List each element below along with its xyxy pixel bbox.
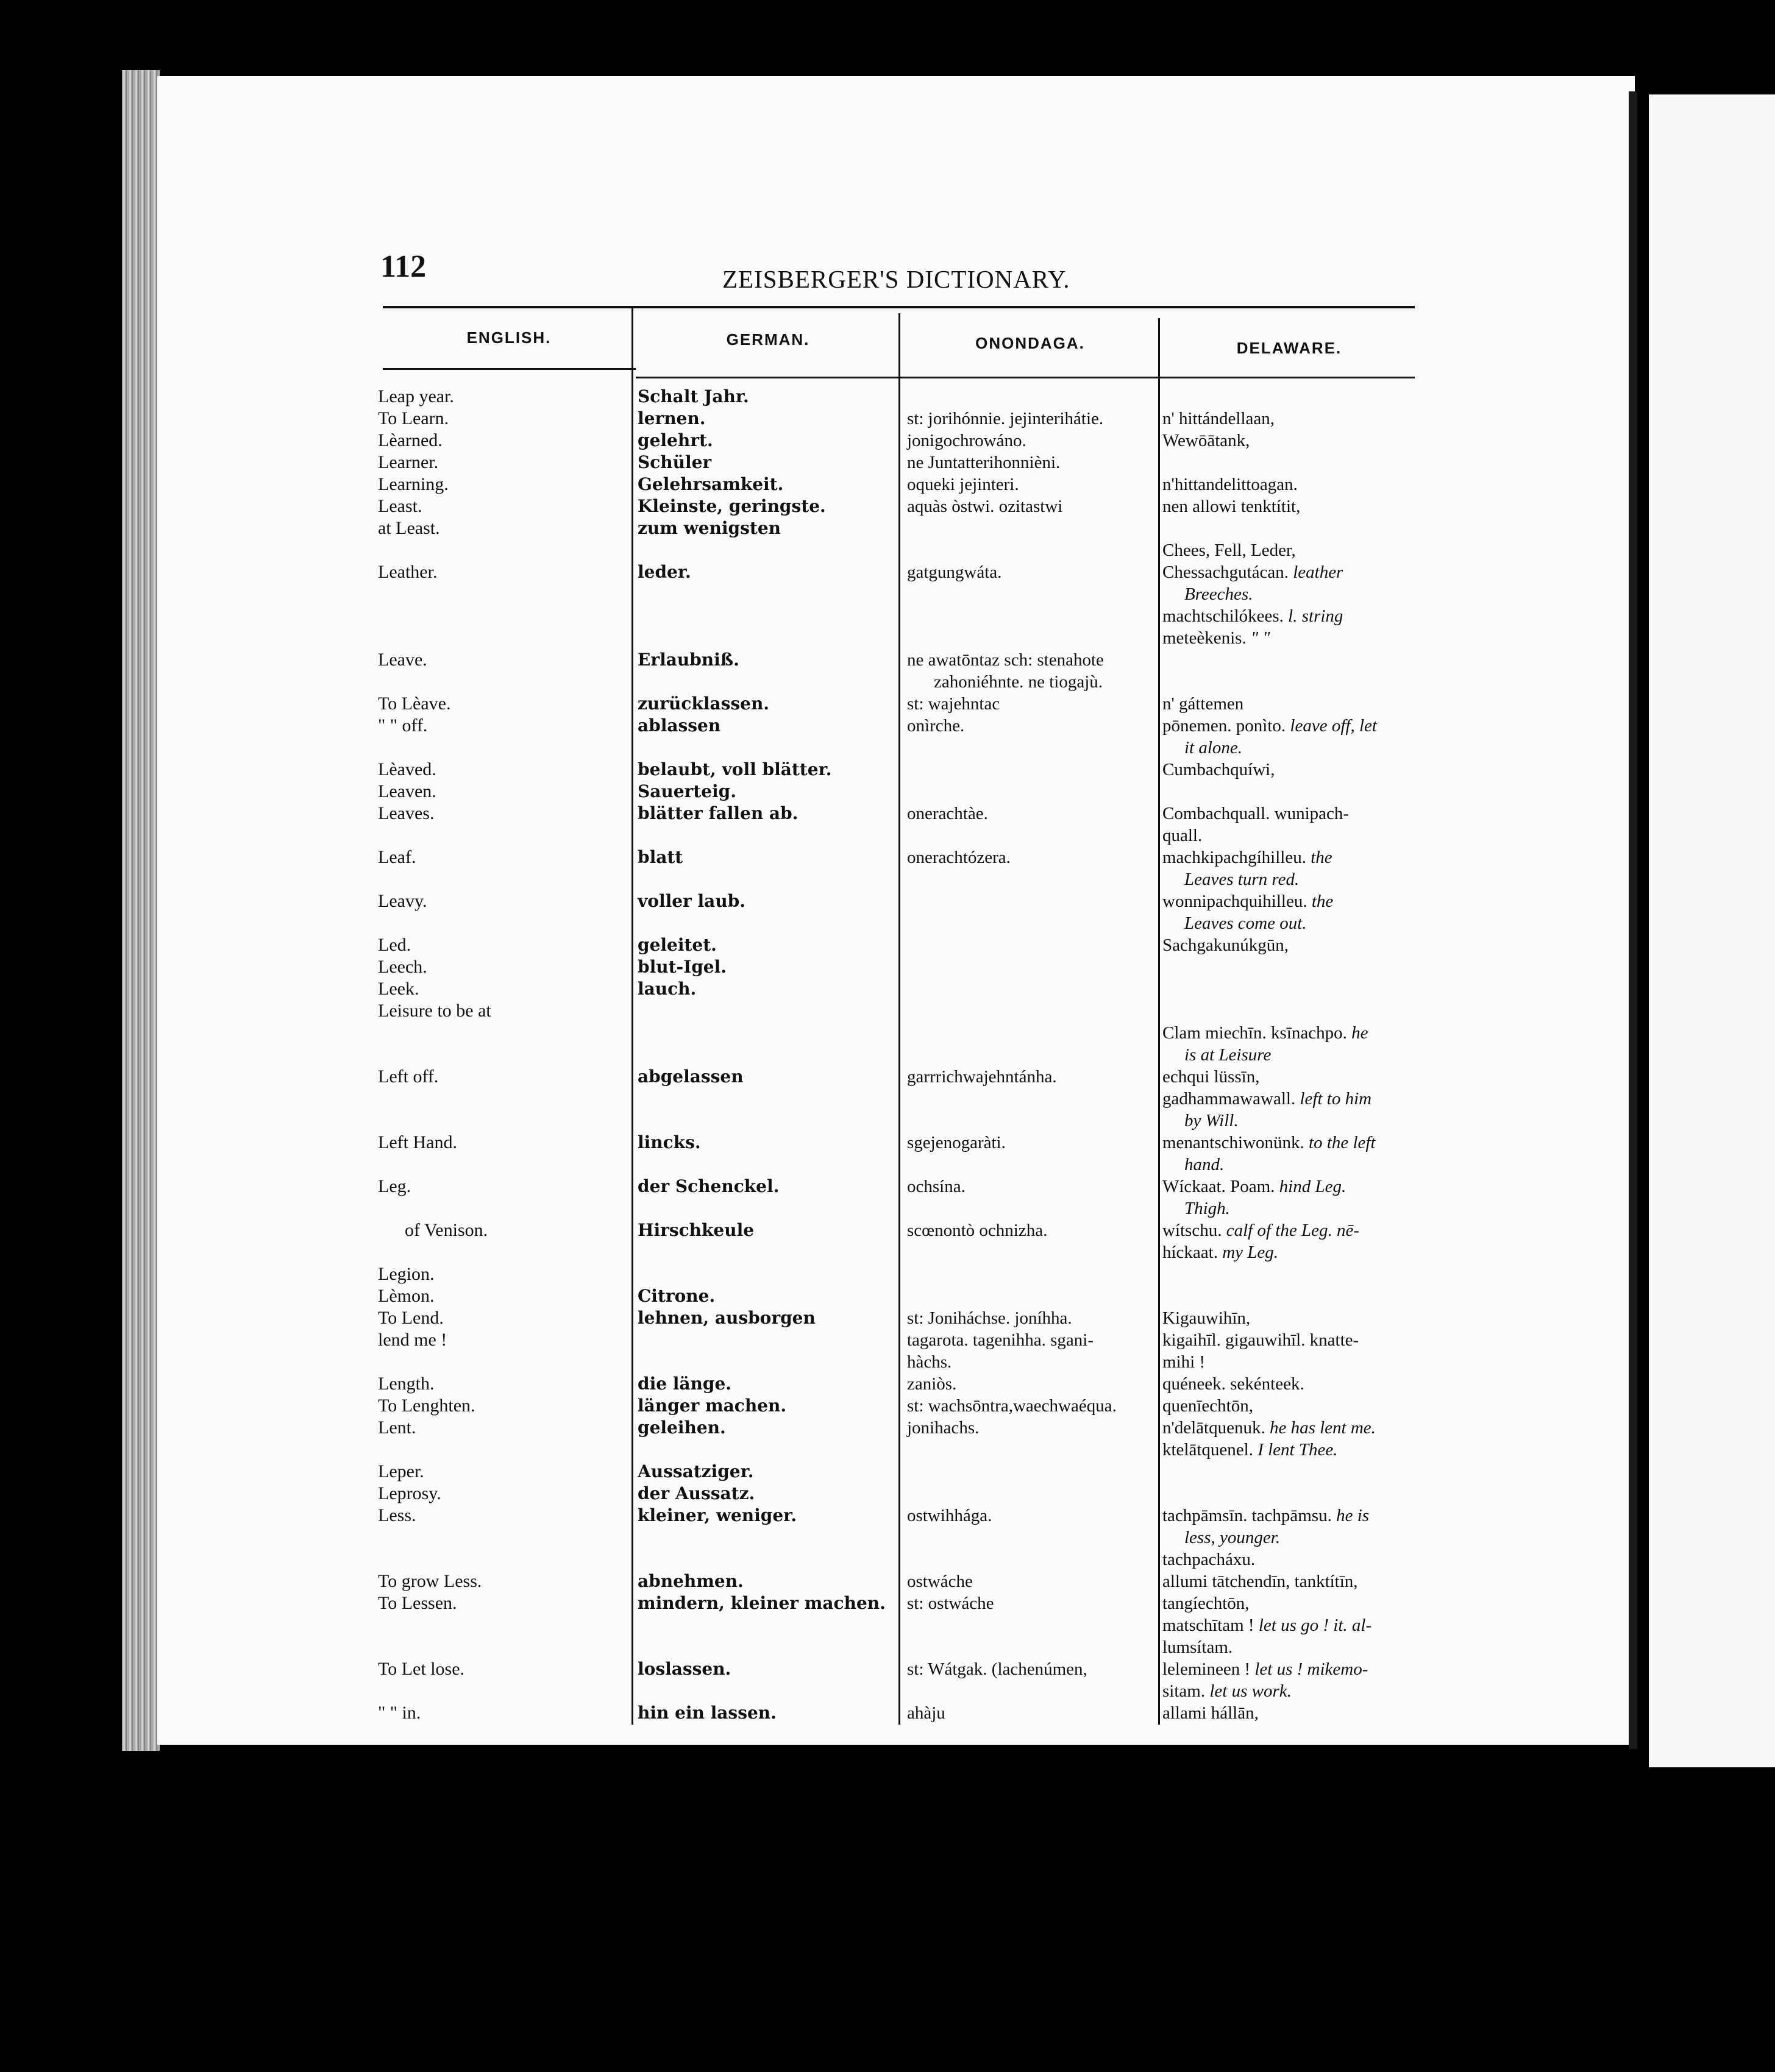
delaware-word: n'hittandelittoagan. (1162, 475, 1298, 494)
table-row (0, 1702, 1775, 1723)
table-row (0, 671, 1775, 692)
delaware-entry (1162, 934, 1289, 956)
german-entry: blätter fallen ab. (638, 803, 799, 823)
table-row (0, 956, 1775, 977)
table-row (0, 1241, 1775, 1262)
german-entry: Aussatziger. (638, 1461, 754, 1481)
delaware-entry (1162, 1219, 1359, 1241)
english-entry: Legion. (378, 1264, 435, 1284)
german-entry: geleihen. (638, 1417, 726, 1438)
table-row (0, 627, 1775, 648)
delaware-gloss: Thigh. (1184, 1199, 1230, 1218)
german-entry: leder. (638, 562, 691, 582)
onondaga-entry: garrrichwajehntánha. (907, 1067, 1057, 1087)
table-row (0, 868, 1775, 889)
book-spine (1629, 91, 1637, 1749)
delaware-entry (1162, 1395, 1253, 1417)
english-entry: Led. (378, 935, 411, 955)
delaware-entry (1162, 408, 1275, 430)
delaware-word: tachpacháxu. (1162, 1550, 1256, 1569)
delaware-gloss: Leaves turn red. (1184, 870, 1300, 889)
delaware-gloss: less, younger. (1184, 1528, 1281, 1547)
german-entry: Schüler (638, 452, 712, 472)
delaware-word: n' hittándellaan, (1162, 409, 1275, 428)
english-entry: Lèarned. (378, 430, 443, 450)
english-entry: Leaf. (378, 847, 416, 867)
german-entry: Hirschkeule (638, 1220, 755, 1240)
table-row (0, 539, 1775, 560)
delaware-entry (1162, 1570, 1358, 1592)
table-row (0, 1263, 1775, 1284)
onondaga-entry: ostwihhága. (907, 1506, 992, 1525)
onondaga-entry: oqueki jejinteri. (907, 475, 1019, 494)
delaware-gloss: he is (1336, 1506, 1370, 1525)
delaware-gloss: he has lent me. (1269, 1418, 1376, 1438)
delaware-entry (1162, 539, 1296, 561)
table-row (0, 1395, 1775, 1416)
onondaga-entry: ne awatōntaz sch: stenahote (907, 650, 1104, 670)
german-entry: abnehmen. (638, 1571, 744, 1591)
onondaga-entry: scœnontò ochnizha. (907, 1221, 1048, 1240)
english-entry: Left Hand. (378, 1132, 457, 1152)
delaware-entry (1162, 846, 1332, 868)
delaware-gloss: " " (1250, 628, 1270, 648)
german-entry: die länge. (638, 1374, 732, 1394)
delaware-entry (1162, 495, 1300, 517)
table-row (0, 1044, 1775, 1065)
delaware-entry (1162, 1351, 1205, 1373)
header-top-rule (383, 306, 1415, 308)
delaware-word: Cumbachquíwi, (1162, 760, 1275, 779)
delaware-entry (1162, 1241, 1278, 1263)
delaware-gloss: hand. (1184, 1155, 1225, 1174)
column-header-delaware: DELAWARE. (1236, 339, 1342, 357)
german-entry: lauch. (638, 979, 697, 999)
delaware-entry (1162, 1329, 1359, 1351)
delaware-entry (1162, 1702, 1259, 1724)
german-entry: Gelehrsamkeit. (638, 474, 784, 494)
delaware-entry (1162, 1176, 1346, 1197)
delaware-word: Wewōātank, (1162, 431, 1250, 450)
german-entry: ablassen (638, 715, 721, 736)
delaware-entry (1162, 1658, 1368, 1680)
german-entry: mindern, kleiner machen. (638, 1593, 886, 1613)
delaware-gloss: my Leg. (1222, 1243, 1279, 1262)
table-row (0, 605, 1775, 626)
delaware-gloss: hind Leg. (1279, 1177, 1346, 1196)
column-rule-1 (631, 308, 633, 1725)
english-entry: Leap year. (378, 386, 454, 406)
delaware-gloss: the (1311, 892, 1334, 911)
german-entry: Citrone. (638, 1286, 716, 1306)
german-entry: abgelassen (638, 1066, 744, 1087)
english-entry: Leper. (378, 1461, 424, 1481)
table-row (0, 912, 1775, 933)
delaware-entry (1162, 1614, 1371, 1636)
delaware-entry (1162, 1636, 1233, 1658)
table-row (0, 1351, 1775, 1372)
english-entry: To Lessen. (378, 1593, 457, 1613)
english-entry: Learning. (378, 474, 449, 494)
delaware-entry (1162, 1197, 1230, 1219)
column-header-german: GERMAN. (726, 330, 810, 349)
delaware-word: tachpāmsīn. tachpāmsu. (1162, 1506, 1337, 1525)
delaware-gloss: he (1351, 1023, 1368, 1043)
english-entry: Leisure to be at (378, 1001, 491, 1021)
delaware-word: allumi tātchendīn, tanktítīn, (1162, 1572, 1358, 1591)
delaware-entry (1162, 1088, 1371, 1110)
column-rule-2 (898, 313, 900, 1725)
english-entry: of Venison. (405, 1220, 488, 1240)
english-entry: To grow Less. (378, 1571, 482, 1591)
onondaga-entry: aquàs òstwi. ozitastwi (907, 497, 1063, 516)
table-row (0, 1000, 1775, 1021)
onondaga-entry: ne Juntatterihonnièni. (907, 453, 1061, 472)
delaware-entry (1162, 1373, 1304, 1395)
delaware-word: lelemineen ! (1162, 1659, 1255, 1679)
delaware-entry (1162, 1110, 1239, 1132)
english-entry: " " in. (378, 1703, 421, 1723)
english-entry: Leg. (378, 1176, 411, 1196)
facing-page-edge (1649, 94, 1775, 1767)
delaware-entry (1162, 605, 1343, 627)
page-stack-edge (122, 70, 160, 1751)
english-entry: Leather. (378, 562, 438, 582)
table-row (0, 1022, 1775, 1043)
english-entry: Leek. (378, 979, 419, 999)
delaware-word: meteèkenis. (1162, 628, 1251, 648)
delaware-gloss: let us ! mikemo- (1254, 1659, 1368, 1679)
english-entry: To Lenghten. (378, 1396, 475, 1416)
onondaga-entry: st: wachsōntra,waechwaéqua. (907, 1396, 1117, 1416)
delaware-entry (1162, 1154, 1224, 1176)
delaware-gloss: I lent Thee. (1257, 1440, 1338, 1460)
table-row (0, 934, 1775, 955)
delaware-gloss: Leaves come out. (1184, 914, 1307, 933)
delaware-word: allami hállān, (1162, 1703, 1259, 1723)
delaware-gloss: Breeches. (1184, 584, 1253, 604)
delaware-word: kigaihīl. gigauwihīl. knatte- (1162, 1330, 1359, 1350)
english-entry: Leavy. (378, 891, 427, 911)
english-entry: To Let lose. (378, 1659, 465, 1679)
delaware-gloss: is at Leisure (1184, 1045, 1272, 1065)
delaware-word: machkipachgíhilleu. (1162, 848, 1311, 867)
english-entry: Lèmon. (378, 1286, 435, 1306)
german-entry: länger machen. (638, 1396, 787, 1416)
german-entry: Schalt Jahr. (638, 386, 749, 406)
onondaga-entry: ostwáche (907, 1572, 973, 1591)
german-entry: blatt (638, 847, 683, 867)
table-row (0, 583, 1775, 604)
table-row (0, 649, 1775, 670)
delaware-entry (1162, 583, 1253, 605)
onondaga-entry: onìrche. (907, 716, 965, 736)
delaware-entry (1162, 1549, 1255, 1570)
onondaga-entry: st: ostwáche (907, 1594, 994, 1613)
german-entry: voller laub. (638, 891, 745, 911)
german-entry: gelehrt. (638, 430, 713, 450)
english-entry: lend me ! (378, 1330, 447, 1350)
onondaga-entry: ahàju (907, 1703, 945, 1723)
delaware-entry (1162, 430, 1250, 452)
column-header-onondaga: ONONDAGA. (975, 334, 1085, 352)
onondaga-entry: jonigochrowáno. (907, 431, 1026, 450)
onondaga-entry: zahoniéhnte. ne tiogajù. (934, 672, 1103, 692)
delaware-word: menantschiwonünk. (1162, 1133, 1309, 1152)
delaware-gloss: let us work. (1209, 1681, 1292, 1701)
german-entry: zum wenigsten (638, 518, 781, 538)
delaware-word: mihi ! (1162, 1352, 1206, 1372)
english-entry: To Lend. (378, 1308, 444, 1328)
onondaga-entry: st: Joniháchse. joníhha. (907, 1308, 1072, 1328)
german-entry: blut-Igel. (638, 957, 727, 977)
onondaga-entry: onerachtózera. (907, 848, 1011, 867)
delaware-entry (1162, 474, 1298, 495)
delaware-word: wítschu. (1162, 1221, 1226, 1240)
delaware-word: Chessachgutácan. (1162, 562, 1293, 582)
delaware-word: gadhammawawall. (1162, 1089, 1300, 1109)
delaware-entry (1162, 627, 1270, 649)
delaware-word: pōnemen. ponìto. (1162, 716, 1290, 736)
delaware-entry (1162, 1417, 1376, 1439)
delaware-entry (1162, 1592, 1250, 1614)
delaware-gloss: the (1311, 848, 1332, 867)
delaware-word: matschītam ! (1162, 1616, 1259, 1635)
delaware-entry (1162, 561, 1343, 583)
english-entry: Least. (378, 496, 422, 516)
delaware-gloss: leather (1293, 562, 1343, 582)
delaware-entry (1162, 1132, 1376, 1154)
delaware-word: wonnipachquihilleu. (1162, 892, 1312, 911)
delaware-word: machtschilókees. (1162, 606, 1289, 626)
delaware-entry (1162, 912, 1307, 934)
table-row (0, 1373, 1775, 1394)
english-entry: Leprosy. (378, 1483, 441, 1503)
english-entry: Leave. (378, 650, 427, 670)
english-entry: Lent. (378, 1417, 416, 1438)
delaware-word: Sachgakunúkgūn, (1162, 935, 1289, 955)
delaware-entry (1162, 825, 1202, 846)
running-title: ZEISBERGER'S DICTIONARY. (722, 265, 1070, 293)
german-entry: der Aussatz. (638, 1483, 755, 1503)
delaware-word: tangíechtōn, (1162, 1594, 1250, 1613)
table-row (0, 978, 1775, 999)
delaware-gloss: l. string (1288, 606, 1343, 626)
english-entry: Learner. (378, 452, 439, 472)
delaware-gloss: by Will. (1184, 1111, 1239, 1130)
page-number: 112 (380, 249, 427, 284)
english-entry: Less. (378, 1505, 416, 1525)
table-row (0, 846, 1775, 867)
delaware-word: Chees, Fell, Leder, (1162, 541, 1296, 560)
onondaga-entry: sgejenogaràti. (907, 1133, 1006, 1152)
delaware-gloss: to the left (1309, 1133, 1376, 1152)
onondaga-entry: st: jorihónnie. jejinterihátie. (907, 409, 1104, 428)
delaware-word: n' gáttemen (1162, 694, 1244, 714)
table-row (0, 1285, 1775, 1306)
english-entry: Left off. (378, 1066, 439, 1087)
delaware-entry (1162, 1680, 1292, 1702)
table-row (0, 693, 1775, 714)
delaware-word: Kigauwihīn, (1162, 1308, 1251, 1328)
delaware-gloss: calf of the Leg. nē- (1226, 1221, 1359, 1240)
table-row (0, 1614, 1775, 1635)
german-entry: kleiner, weniger. (638, 1505, 797, 1525)
german-entry: belaubt, voll blätter. (638, 759, 832, 779)
table-row (0, 1636, 1775, 1657)
german-entry: loslassen. (638, 1659, 731, 1679)
delaware-word: quéneek. sekénteek. (1162, 1374, 1304, 1394)
onondaga-entry: gatgungwáta. (907, 562, 1002, 582)
delaware-entry (1162, 715, 1377, 737)
german-entry: der Schenckel. (638, 1176, 780, 1196)
english-entry: Leaves. (378, 803, 435, 823)
delaware-entry (1162, 803, 1349, 825)
header-bottom-rule-left (383, 368, 636, 370)
english-entry: Leaven. (378, 781, 436, 801)
onondaga-entry: jonihachs. (907, 1418, 980, 1438)
onondaga-entry: onerachtàe. (907, 804, 988, 823)
delaware-word: nen allowi tenktítit, (1162, 497, 1301, 516)
english-entry: " " off. (378, 715, 428, 736)
delaware-entry (1162, 1527, 1280, 1549)
german-entry: hin ein lassen. (638, 1703, 777, 1723)
table-row (0, 495, 1775, 516)
column-header-english: ENGLISH. (466, 328, 552, 347)
table-row (0, 1570, 1775, 1591)
delaware-entry (1162, 759, 1275, 781)
table-row (0, 1658, 1775, 1679)
german-entry: lincks. (638, 1132, 701, 1152)
table-row (0, 1592, 1775, 1613)
german-entry: Kleinste, geringste. (638, 496, 826, 516)
delaware-entry (1162, 868, 1299, 890)
delaware-word: Clam miechīn. ksīnachpo. (1162, 1023, 1352, 1043)
german-entry: Sauerteig. (638, 781, 736, 801)
table-row (0, 1219, 1775, 1240)
german-entry: Erlaubniß. (638, 650, 739, 670)
delaware-word: sitam. (1162, 1681, 1210, 1701)
onondaga-entry: zaniòs. (907, 1374, 957, 1394)
german-entry: lehnen, ausborgen (638, 1308, 816, 1328)
english-entry: Leech. (378, 957, 427, 977)
delaware-gloss: it alone. (1184, 738, 1243, 757)
delaware-word: echqui lüssīn, (1162, 1067, 1260, 1087)
german-entry: lernen. (638, 408, 706, 428)
english-entry: To Learn. (378, 408, 449, 428)
table-row (0, 890, 1775, 911)
delaware-gloss: left to him (1300, 1089, 1372, 1109)
delaware-word: quenīechtōn, (1162, 1396, 1253, 1416)
onondaga-entry: st: wajehntac (907, 694, 1000, 714)
english-entry: Length. (378, 1374, 435, 1394)
onondaga-entry: ochsína. (907, 1177, 966, 1196)
delaware-entry (1162, 1505, 1369, 1527)
table-row (0, 1680, 1775, 1701)
delaware-word: Combachquall. wunipach- (1162, 804, 1350, 823)
table-row (0, 561, 1775, 582)
english-entry: at Least. (378, 518, 440, 538)
table-row (0, 1329, 1775, 1350)
delaware-entry (1162, 1307, 1250, 1329)
delaware-entry (1162, 1439, 1337, 1461)
german-entry: geleitet. (638, 935, 717, 955)
delaware-entry (1162, 737, 1242, 759)
table-row (0, 517, 1775, 538)
header-bottom-rule-right (636, 377, 1415, 378)
delaware-entry (1162, 1044, 1271, 1066)
delaware-word: lumsítam. (1162, 1637, 1233, 1657)
table-row (0, 1307, 1775, 1328)
english-entry: To Lèave. (378, 694, 451, 714)
table-row (0, 1197, 1775, 1218)
delaware-word: quall. (1162, 826, 1203, 845)
onondaga-entry: st: Wátgak. (lachenúmen, (907, 1659, 1087, 1679)
delaware-entry (1162, 890, 1333, 912)
delaware-word: híckaat. (1162, 1243, 1223, 1262)
delaware-word: ktelātquenel. (1162, 1440, 1258, 1460)
delaware-entry (1162, 1066, 1260, 1088)
delaware-word: Wíckaat. Poam. (1162, 1177, 1279, 1196)
column-rule-3 (1158, 318, 1160, 1725)
delaware-gloss: leave off, let (1290, 716, 1377, 736)
delaware-gloss: let us go ! it. al- (1258, 1616, 1372, 1635)
delaware-word: n'delātquenuk. (1162, 1418, 1270, 1438)
english-entry: Lèaved. (378, 759, 436, 779)
delaware-entry (1162, 1022, 1368, 1044)
onondaga-entry: tagarota. tagenihha. sgani- (907, 1330, 1094, 1350)
onondaga-entry: hàchs. (907, 1352, 952, 1372)
german-entry: zurücklassen. (638, 694, 770, 714)
delaware-entry (1162, 693, 1243, 715)
